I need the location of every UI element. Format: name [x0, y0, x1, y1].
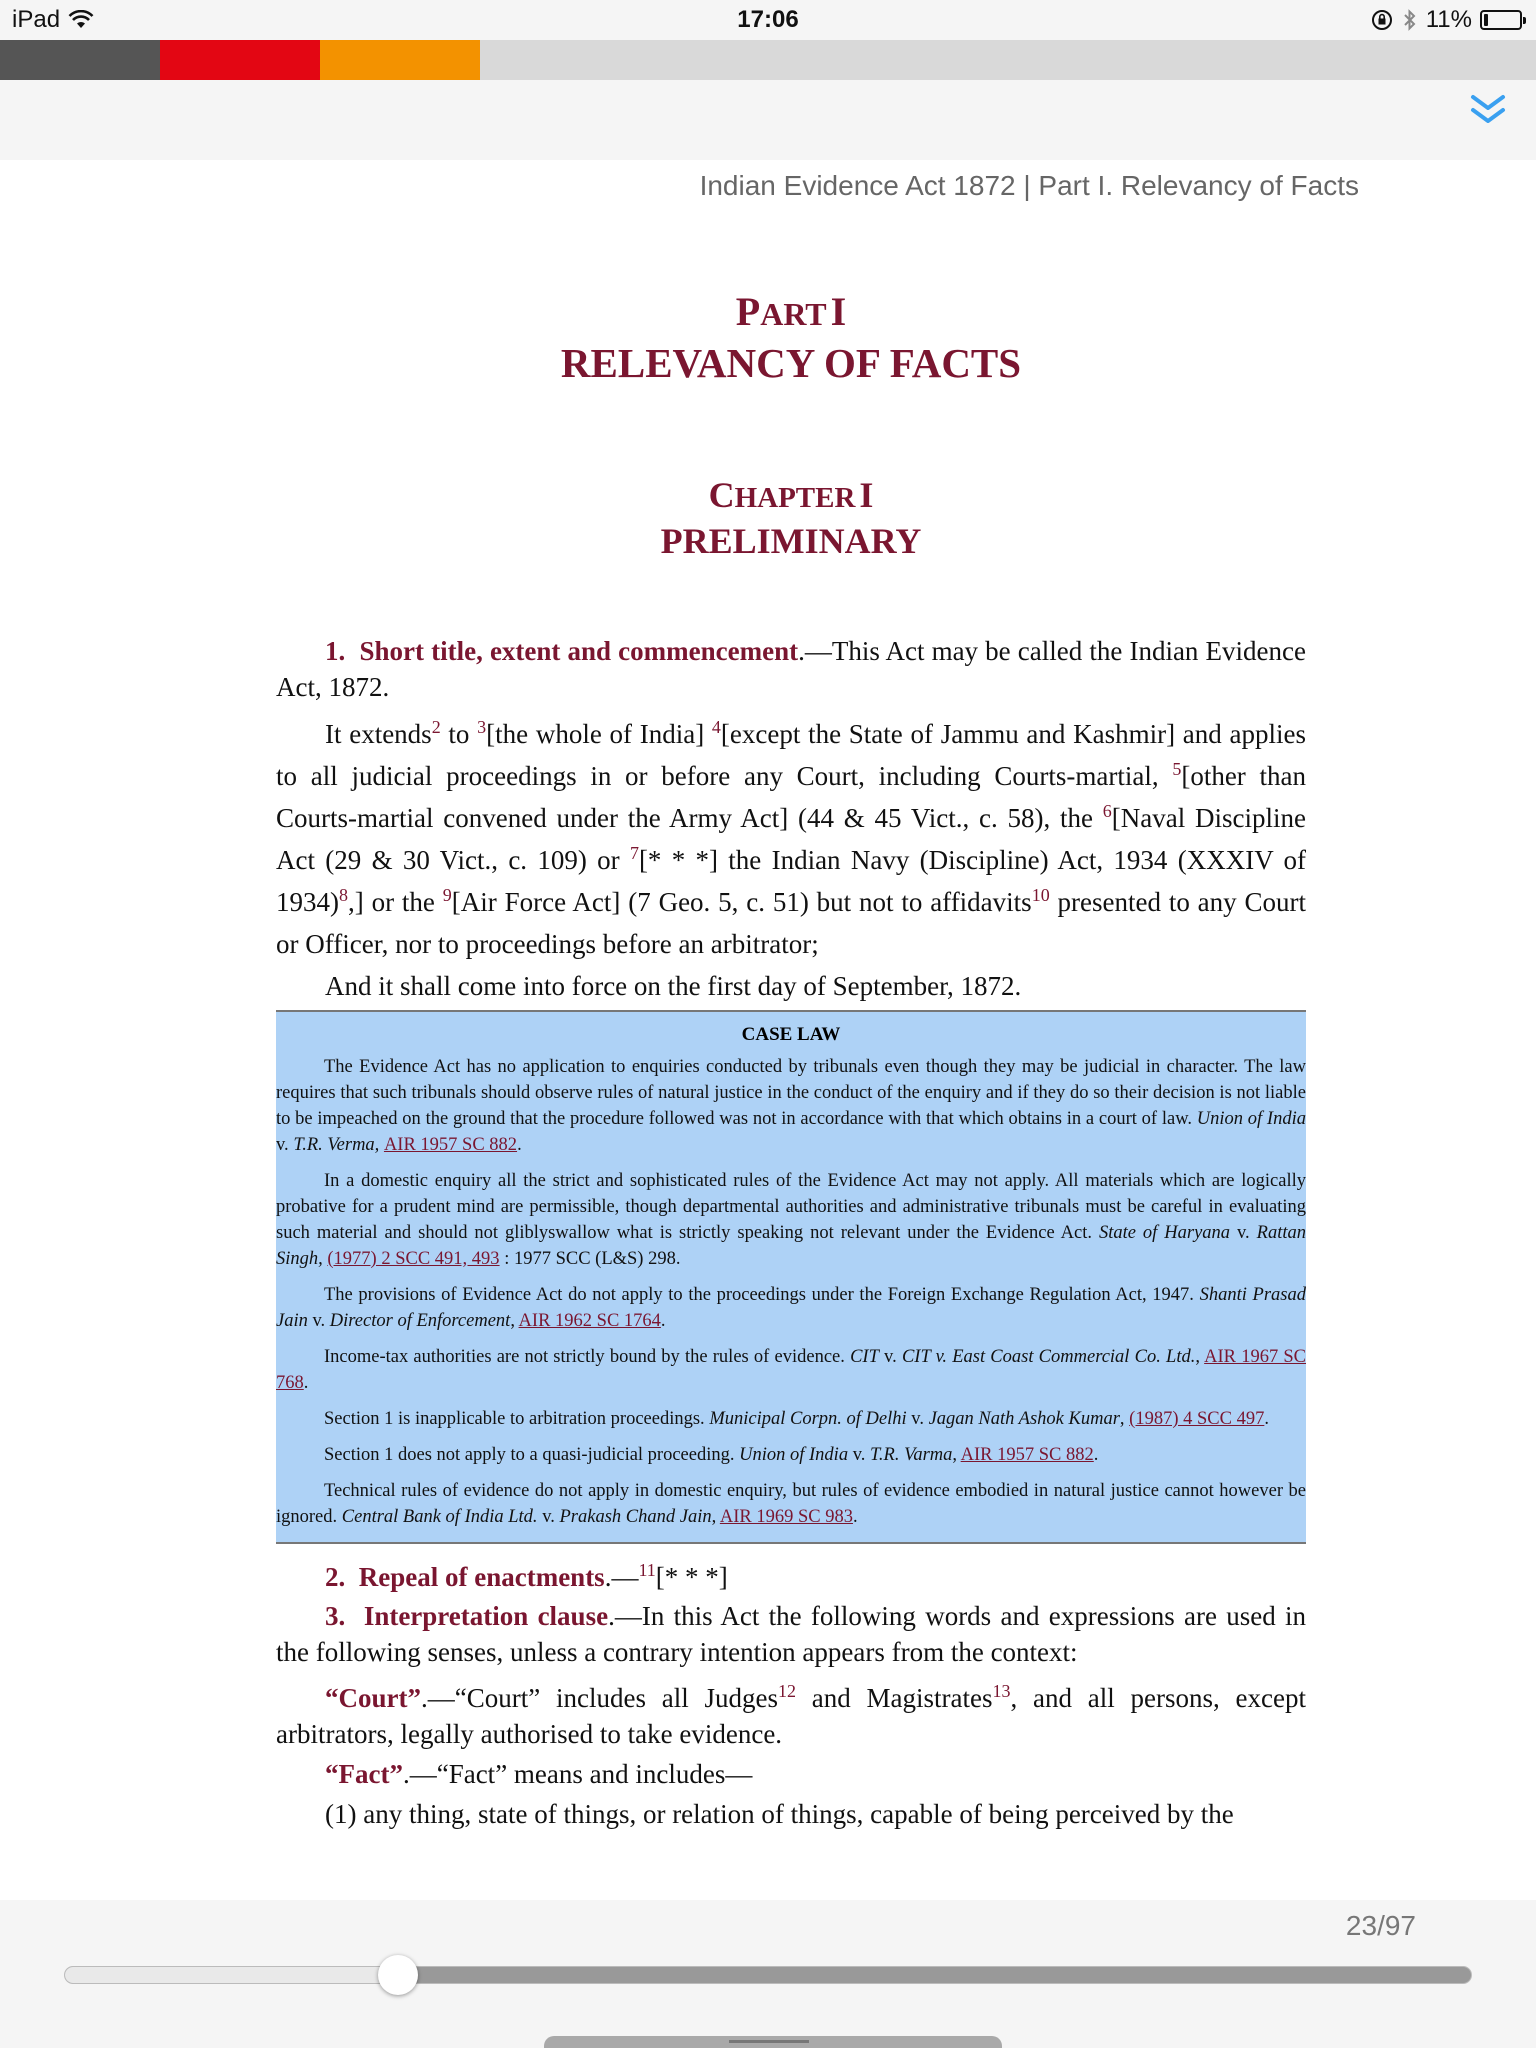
case-law-text: The Evidence Act has no application to enquiries conducted by tribunals even though they may be judicial in character. The law requires that such tribunals should observe rules of natural justice in the conduct of the enquiry and if they do so their decision is not liable to be impeached on the ground that the procedure followed was not in accordance with that which obtains in a court of law. [276, 1057, 1306, 1129]
case-name: T.R. Verma, [293, 1135, 384, 1155]
case-law-paragraph [276, 1442, 1306, 1468]
versus: v. [537, 1507, 560, 1527]
separator: , [1195, 1347, 1205, 1367]
case-name: State of Haryana [1098, 1223, 1231, 1243]
versus: v. [906, 1409, 929, 1429]
case-name: Director of Enforcement [329, 1311, 511, 1331]
footnote-ref[interactable]: 12 [778, 1681, 796, 1701]
case-law-text: Income-tax authorities are not strictly bound by the rules of evidence. [324, 1347, 851, 1367]
footnote-ref[interactable]: 13 [992, 1681, 1011, 1701]
chapter-label-first: C [708, 475, 735, 515]
part-label-rest: ART [760, 296, 827, 332]
case-law-text: . [1264, 1409, 1269, 1429]
extent-text: presented to any Court or Officer, nor to proceedings before an arbitrator; [276, 887, 1307, 959]
footnote-ref[interactable]: 5 [1172, 759, 1182, 779]
device-label: iPad [12, 6, 61, 33]
case-law-text: In a domestic enquiry all the strict and sophisticated rules of the Evidence Act may not apply. All materials which are logically probative for a prudent mind are permissible, though departmental authorities and administrative tribunals must be careful in evaluating such material and should not gliblyswallow what is strictly speaking not relevant under the Evidence Act. [276, 1171, 1306, 1243]
citation-link[interactable]: AIR 1969 SC 983 [719, 1507, 853, 1527]
chapter-title: PRELIMINARY [660, 521, 922, 561]
double-chevron-down-icon[interactable] [1468, 92, 1508, 128]
section-2 [276, 1558, 1306, 1596]
case-name: Central Bank of India Ltd. [341, 1507, 538, 1527]
status-bar [0, 0, 1536, 40]
citation-link[interactable]: (1987) 4 SCC 497 [1129, 1409, 1265, 1429]
extent-text: [* * *] the Indian Navy (Discipline) Act, 1934 (XXXIV of 1934) [276, 845, 1306, 917]
section-2-text: [* * *] [655, 1562, 728, 1592]
case-name: Rattan Singh, [276, 1223, 1306, 1269]
case-law-paragraph [276, 1478, 1306, 1530]
running-head: Indian Evidence Act 1872 | Part I. Relevancy of Facts [699, 170, 1359, 201]
case-name: Union of India [739, 1445, 849, 1465]
case-law-text: . [517, 1135, 522, 1155]
rotation-lock-icon [1370, 8, 1394, 32]
term-fact: “Fact” [325, 1759, 403, 1789]
section-1 [276, 633, 1306, 1007]
case-law-text: . [303, 1373, 309, 1393]
section-2-number: 2. [325, 1562, 346, 1592]
case-law-paragraph [276, 1406, 1306, 1432]
section-2-dash: .— [604, 1562, 639, 1592]
case-law-text: Technical rules of evidence do not apply in domestic enquiry, but rules of evidence embodied in natural justice cannot however be ignored. [276, 1481, 1306, 1527]
clock: 17:06 [737, 6, 799, 33]
separator: , [711, 1507, 720, 1527]
chapter-label-rest: HAPTER [734, 482, 856, 514]
extent-text: [other than Courts-martial convened under the Army Act] (44 & 45 Vict., c. 58), the [276, 761, 1307, 833]
section-2-heading: Repeal of enactments [358, 1562, 605, 1592]
section-3-heading: Interpretation clause [363, 1601, 609, 1631]
section-1-extent [276, 713, 1306, 965]
extent-text: to [440, 719, 478, 749]
battery-icon [1480, 10, 1522, 30]
citation-link[interactable]: (1977) 2 SCC 491, 493 [327, 1249, 500, 1269]
definition-fact-item-1: (1) any thing, state of things, or relation of things, capable of being perceived by the [325, 1799, 1234, 1829]
definition-text: .—“Fact” means and includes— [402, 1759, 753, 1789]
definition-text: and Magistrates [796, 1683, 993, 1713]
section-1-commencement: And it shall come into force on the first day of September, 1872. [325, 971, 1022, 1001]
citation-link[interactable]: AIR 1957 SC 882 [960, 1445, 1094, 1465]
citation-link[interactable]: AIR 1967 SC 768 [276, 1347, 1307, 1393]
case-name: Prakash Chand Jain [559, 1507, 712, 1527]
case-name: T.R. Varma [870, 1445, 953, 1465]
citation-link[interactable]: AIR 1957 SC 882 [383, 1135, 518, 1155]
case-law-paragraph [276, 1054, 1306, 1158]
case-law-text: . [852, 1507, 858, 1527]
section-1-intro [276, 633, 1306, 705]
case-name: Municipal Corpn. of Delhi [709, 1409, 907, 1429]
versus: v. [878, 1347, 902, 1367]
versus: v. [307, 1311, 330, 1331]
battery-level [1484, 14, 1488, 26]
part-title: RELEVANCY OF FACTS [560, 340, 1022, 386]
separator: , [510, 1311, 519, 1331]
footnote-ref[interactable]: 7 [629, 843, 639, 863]
reader-toolbar [0, 80, 1536, 160]
footnote-ref[interactable]: 9 [442, 885, 452, 905]
case-name: CIT [850, 1347, 879, 1367]
section-1-intro-text: .—This Act may be called the Indian Evidence Act, 1872. [276, 636, 1306, 702]
case-law-heading: CASE LAW [741, 1024, 841, 1045]
extent-text: [the whole of India] [486, 719, 712, 749]
drawer-grip [729, 2040, 809, 2043]
extent-text: [except the State of Jammu and Kashmir] and applies to all judicial proceedings in or before any Court, including Courts-martial, [276, 719, 1306, 791]
case-law-text: . [660, 1311, 666, 1331]
battery-percent: 11% [1425, 6, 1472, 33]
case-law-text: The provisions of Evidence Act do not apply to the proceedings under the Foreign Exchange Regulation Act, 1947. [324, 1285, 1200, 1305]
extent-text: [Naval Discipline Act (29 & 30 Vict., c. 109) or [276, 803, 1306, 875]
case-name: Shanti Prasad Jain [276, 1285, 1306, 1331]
versus: v. [1230, 1223, 1257, 1243]
page-slider-progress [65, 1967, 399, 1983]
extent-text: It extends [325, 719, 432, 749]
section-1-heading: Short title, extent and commencement [359, 636, 799, 666]
case-law-text: Section 1 does not apply to a quasi-judicial proceeding. [324, 1445, 740, 1465]
term-court: “Court” [325, 1683, 421, 1713]
chapter-label-num: I [859, 475, 874, 515]
footnote-ref[interactable]: 10 [1031, 885, 1050, 905]
color-tab-red[interactable] [160, 40, 320, 80]
footnote-ref[interactable]: 3 [477, 717, 487, 737]
footnote-ref[interactable]: 4 [711, 717, 721, 737]
case-law-text: : 1977 SCC (L&S) 298. [499, 1249, 681, 1269]
section-3-number: 3. [325, 1601, 346, 1631]
separator: , [952, 1445, 961, 1465]
definition-text: , and all persons, except arbitrators, legally authorised to take evidence. [276, 1683, 1306, 1749]
case-name: Union of India [1196, 1109, 1306, 1129]
case-law-text: Section 1 is inapplicable to arbitration proceedings. [324, 1409, 710, 1429]
footnote-ref[interactable]: 2 [431, 717, 441, 737]
case-law-text: . [1093, 1445, 1099, 1465]
part-label-num: I [830, 289, 847, 334]
bluetooth-icon [1402, 8, 1418, 32]
color-tabs [0, 40, 1536, 80]
versus: v. [276, 1135, 294, 1155]
citation-link[interactable]: AIR 1962 SC 1764 [518, 1311, 661, 1331]
part-label-first: P [735, 289, 761, 334]
color-tab-dark[interactable] [0, 40, 160, 80]
case-law-paragraph [276, 1282, 1306, 1334]
definition-fact [276, 1754, 1306, 1794]
footnote-ref[interactable]: 8 [339, 885, 348, 905]
section-1-number: 1. [325, 636, 346, 666]
section-3-text: .—In this Act the following words and expressions are used in the following senses, unless a contrary intention appears from the context: [276, 1601, 1307, 1667]
separator: , [1119, 1409, 1130, 1429]
section-3 [276, 1598, 1306, 1670]
page-slider-track[interactable] [64, 1966, 1472, 1984]
case-name: Jagan Nath Ashok Kumar [928, 1409, 1120, 1429]
case-law-paragraph [276, 1168, 1306, 1272]
extent-text: [Air Force Act] (7 Geo. 5, c. 51) but not to affidavits [451, 887, 1032, 917]
footnote-ref[interactable]: 11 [638, 1560, 656, 1580]
versus: v. [848, 1445, 871, 1465]
extent-text: ,] or the [348, 887, 443, 917]
page-slider-thumb[interactable] [378, 1955, 418, 1995]
case-name: CIT v. East Coast Commercial Co. Ltd. [901, 1347, 1196, 1367]
case-law-box [276, 1010, 1306, 1544]
sections-2-3 [276, 1558, 1306, 1834]
case-law-paragraph [276, 1344, 1306, 1396]
footnote-ref[interactable]: 6 [1102, 801, 1112, 821]
color-tab-orange[interactable] [320, 40, 480, 80]
definition-court [276, 1680, 1306, 1752]
definition-text: .—“Court” includes all Judges [421, 1683, 778, 1713]
page-number: 23/97 [1345, 1910, 1416, 1941]
